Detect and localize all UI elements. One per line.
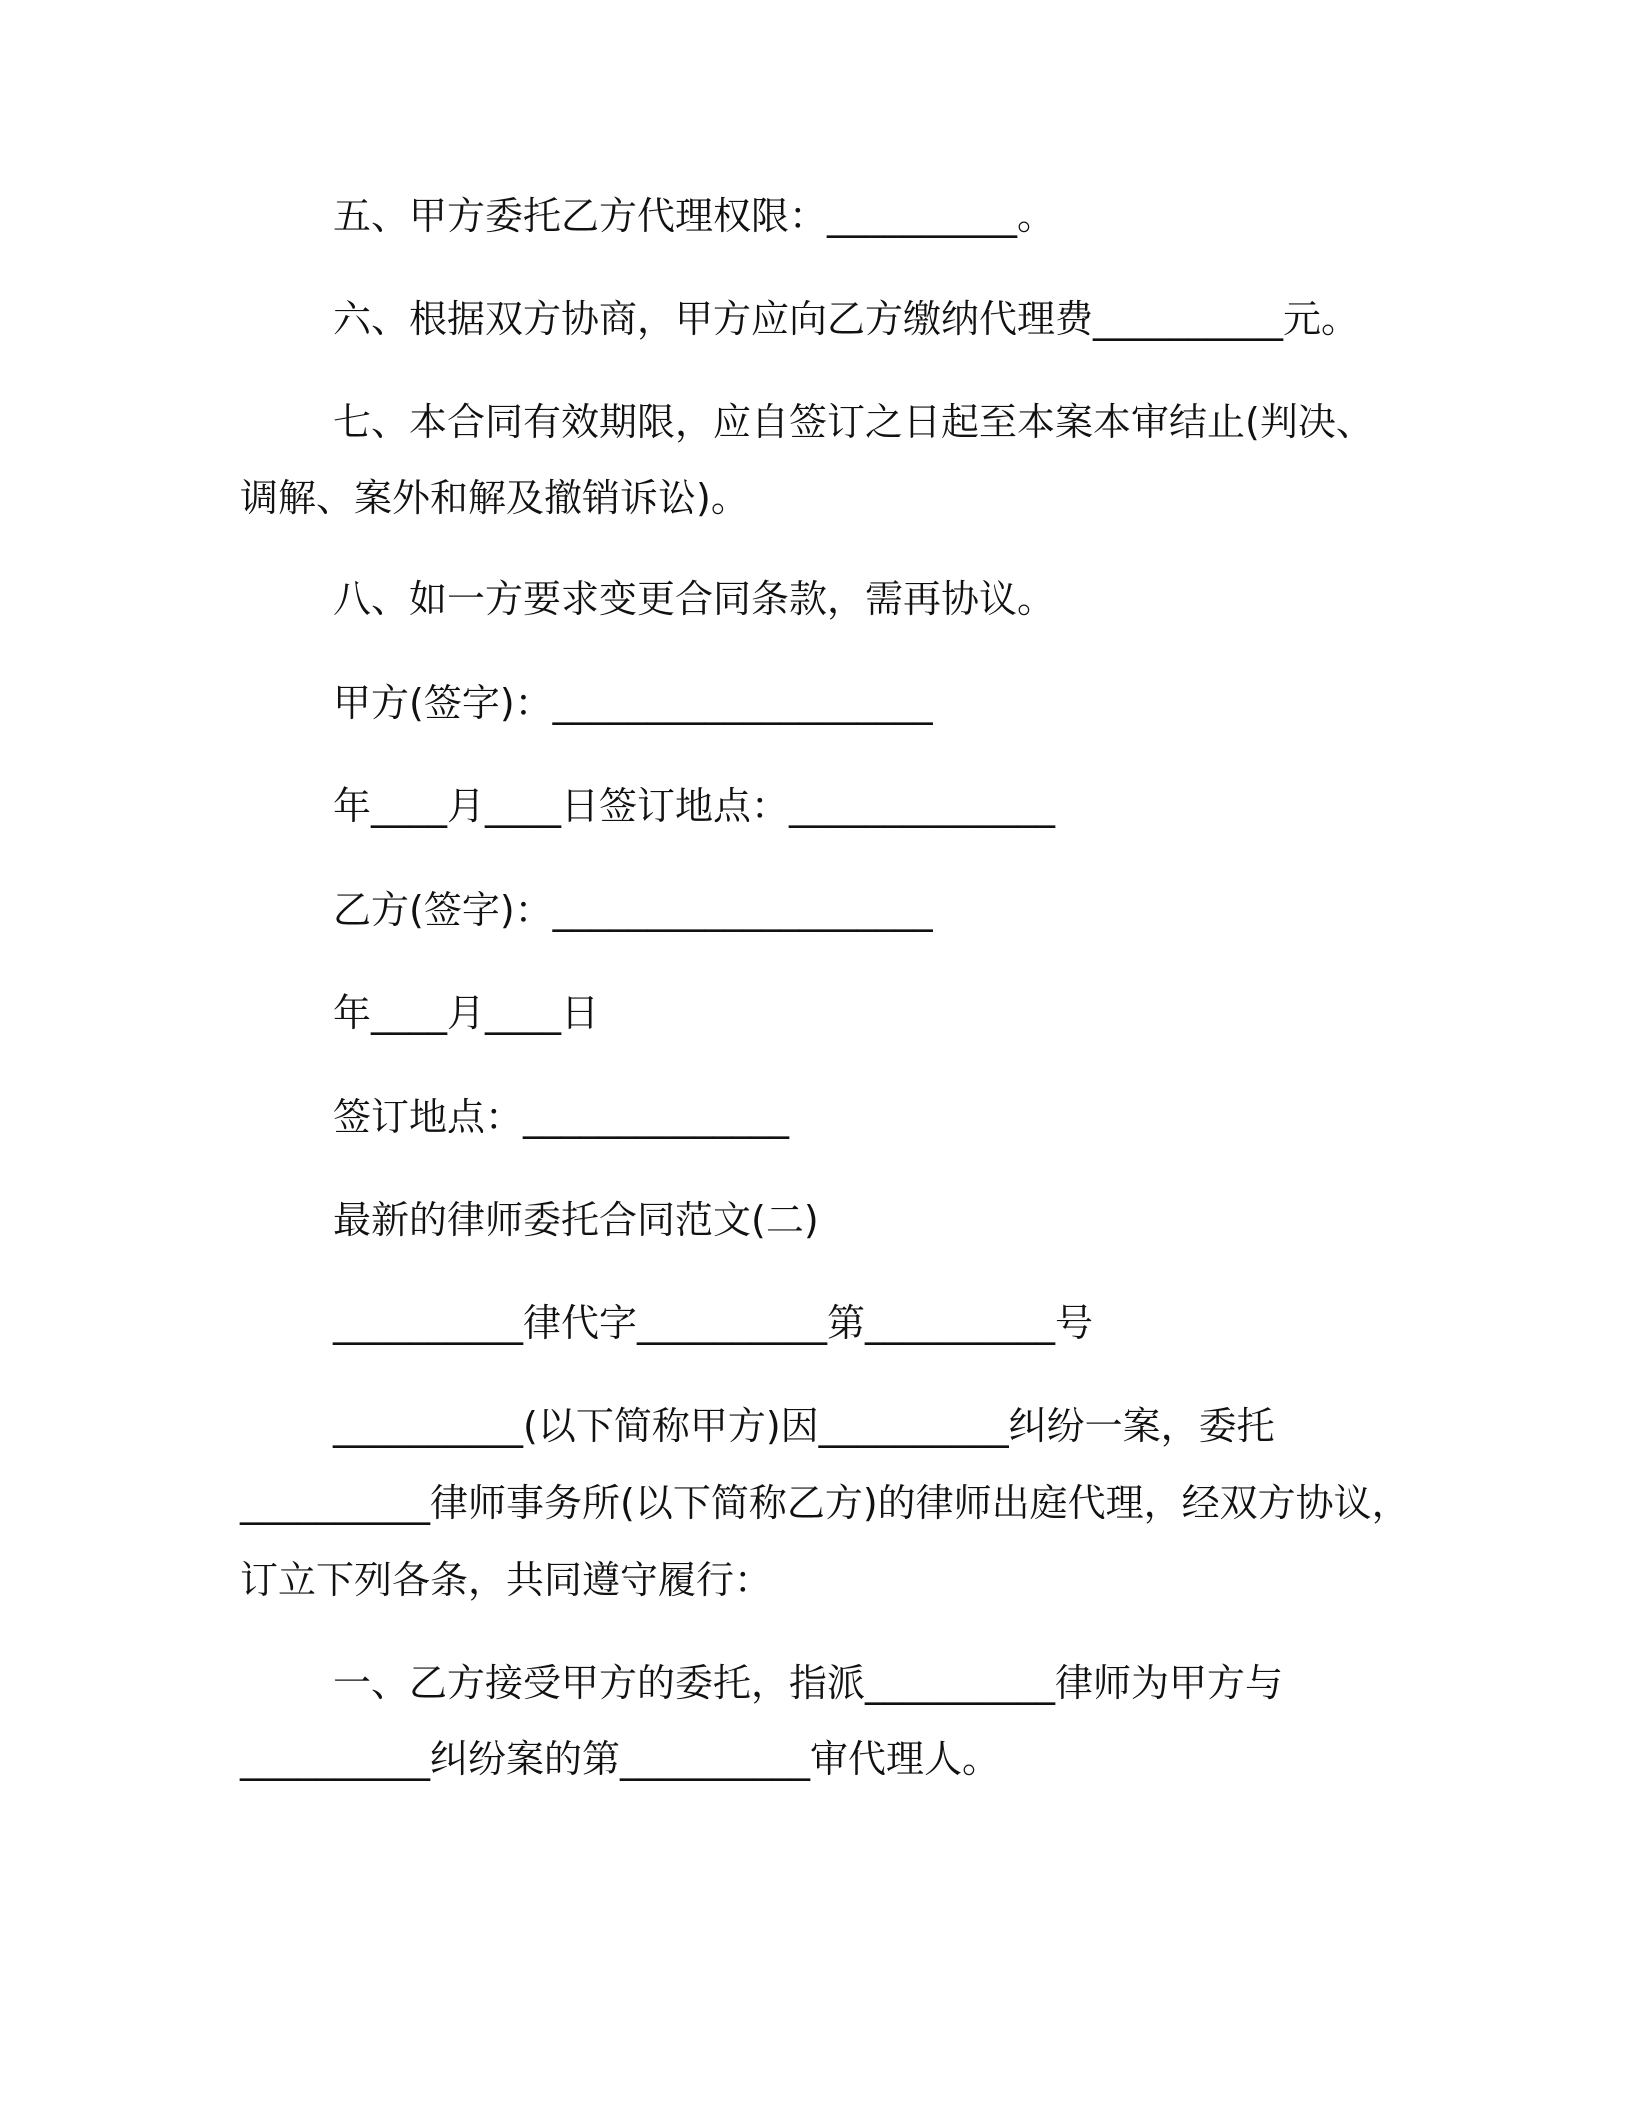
preamble-line-1: __________(以下简称甲方)因__________纠纷一案，委托 xyxy=(333,1404,1275,1448)
clause-7-term-line-2: 调解、案外和解及撤销诉讼)。 xyxy=(240,476,749,520)
section-title: 最新的律师委托合同范文(二) xyxy=(333,1198,819,1242)
clause-7-term-line-1: 七、本合同有效期限，应自签订之日起至本案本审结止(判决、 xyxy=(333,400,1374,444)
clause-1-line-1: 一、乙方接受甲方的委托，指派__________律师为甲方与 xyxy=(333,1661,1284,1705)
clause-6-fee: 六、根据双方协商，甲方应向乙方缴纳代理费__________元。 xyxy=(333,297,1360,341)
clause-8-amendment: 八、如一方要求变更合同条款，需再协议。 xyxy=(333,577,1056,621)
reference-number: __________律代字__________第__________号 xyxy=(333,1301,1094,1345)
signing-place: 签订地点：______________ xyxy=(333,1095,790,1139)
party-a-date-place: 年____月____日签订地点：______________ xyxy=(333,784,1056,828)
party-b-date: 年____月____日 xyxy=(333,991,600,1035)
preamble-line-3: 订立下列各条，共同遵守履行： xyxy=(240,1558,773,1602)
party-b-signature: 乙方(签字)：____________________ xyxy=(333,888,933,932)
clause-1-line-2: __________纠纷案的第__________审代理人。 xyxy=(240,1737,1001,1781)
party-a-signature: 甲方(签字)：____________________ xyxy=(333,681,933,725)
clause-5-authority: 五、甲方委托乙方代理权限：__________。 xyxy=(333,194,1056,238)
preamble-line-2: __________律师事务所(以下简称乙方)的律师出庭代理，经双方协议， xyxy=(240,1481,1410,1525)
